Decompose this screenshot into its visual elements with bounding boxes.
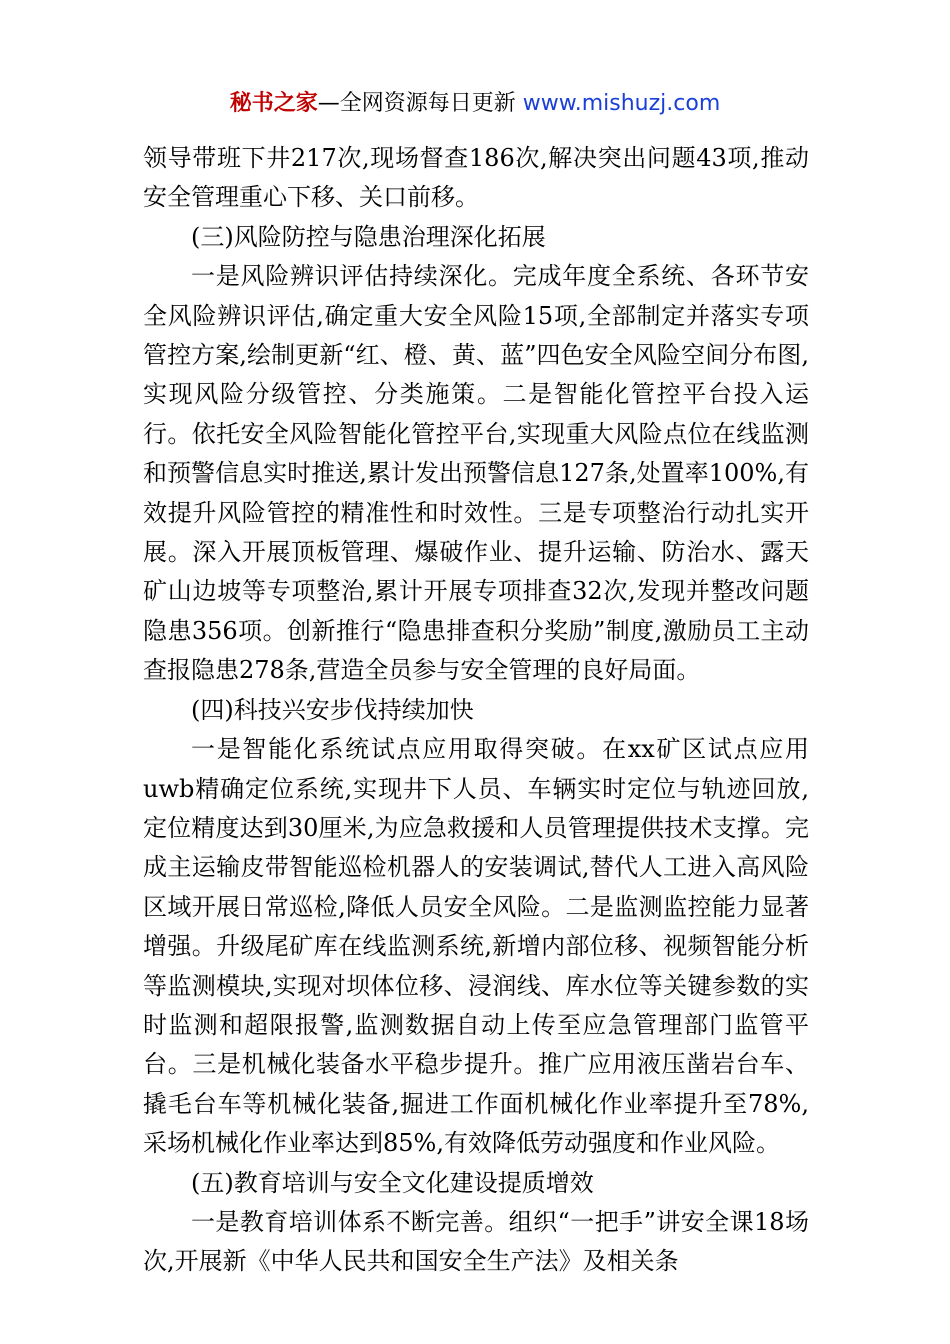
site-header: [0, 88, 950, 120]
paragraph-continuation: 领导带班下井217次,现场督查186次,解决突出问题43项,推动安全管理重心下移、关口前移。: [143, 144, 809, 212]
section-heading-5: (五)教育培训与安全文化建设提质增效: [191, 1168, 594, 1197]
paragraph-training: 一是教育培训体系不断完善。组织“一把手”讲安全课18场次,开展新《中华人民共和国安全生产法》及相关条: [143, 1207, 809, 1276]
site-url-link[interactable]: www.mishuzj.com: [522, 91, 721, 116]
document-body: [143, 139, 809, 1282]
section-heading-3: (三)风险防控与隐患治理深化拓展: [191, 222, 546, 251]
section-heading-4: (四)科技兴安步伐持续加快: [191, 695, 474, 724]
paragraph-technology: 一是智能化系统试点应用取得突破。在xx矿区试点应用uwb精确定位系统,实现井下人员、车辆实时定位与轨迹回放,定位精度达到30厘米,为应急救援和人员管理提供技术支撑。完成主运输皮带智能巡检机器人的安装调试,替代人工进入高风险区域开展日常巡检,降低人员安全风险。二是监测监控能力显著增强。升级尾矿库在线监测系统,新增内部位移、视频智能分析等监测模块,实现对坝体位移、浸润线、库水位等关键参数的实时监测和超限报警,监测数据自动上传至应急管理部门监管平台。三是机械化装备水平稳步提升。推广应用液压凿岩台车、撬毛台车等机械化装备,掘进工作面机械化作业率提升至78%,采场机械化作业率达到85%,有效降低劳动强度和作业风险。: [143, 735, 809, 1158]
header-tagline: —全网资源每日更新: [317, 91, 523, 116]
brand-name: 秘书之家: [229, 91, 318, 116]
paragraph-risk-control: 一是风险辨识评估持续深化。完成年度全系统、各环节安全风险辨识评估,确定重大安全风险15项,全部制定并落实专项管控方案,绘制更新“红、橙、黄、蓝”四色安全风险空间分布图,实现风险分级管控、分类施策。二是智能化管控平台投入运行。依托安全风险智能化管控平台,实现重大风险点位在线监测和预警信息实时推送,累计发出预警信息127条,处置率100%,有效提升风险管控的精准性和时效性。三是专项整治行动扎实开展。深入开展顶板管理、爆破作业、提升运输、防治水、露天矿山边坡等专项整治,累计开展专项排查32次,发现并整改问题隐患356项。创新推行“隐患排查积分奖励”制度,激励员工主动查报隐患278条,营造全员参与安全管理的良好局面。: [143, 262, 809, 685]
